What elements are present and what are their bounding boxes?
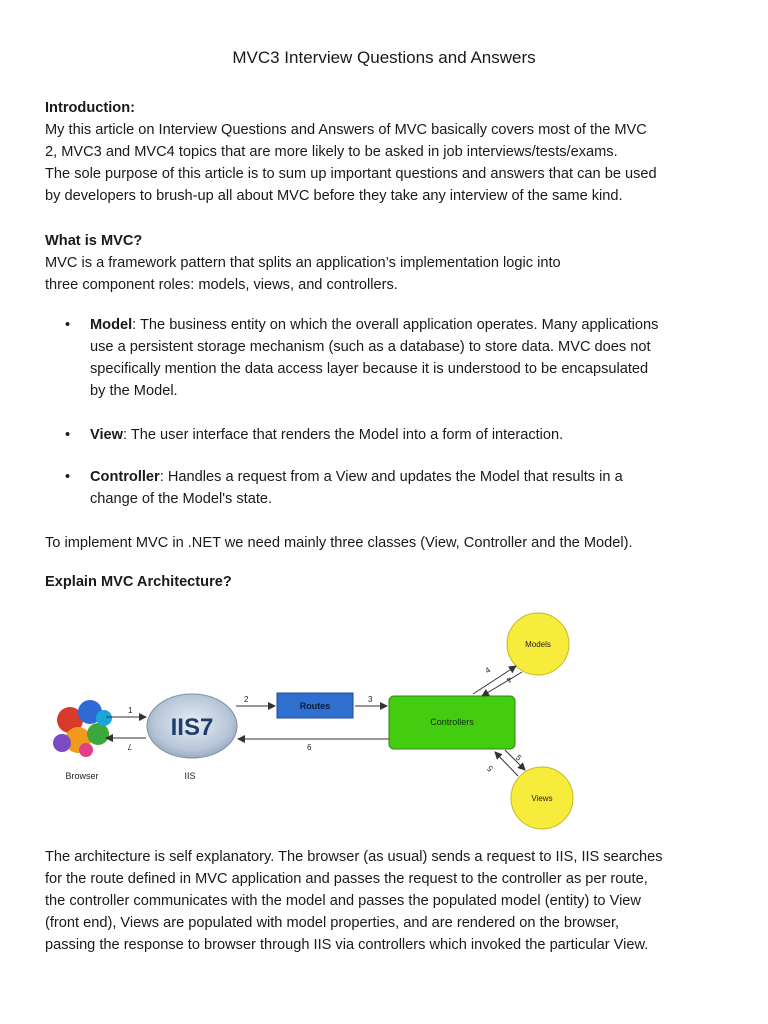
step-4-return: 4 [504, 674, 514, 685]
controllers-label: Controllers [430, 717, 474, 727]
step-5: 5 [485, 763, 495, 774]
bullet-text: : Handles a request from a View and updates the Model that results in a [159, 469, 623, 485]
conclusion-line: passing the response to browser through IIS via controllers which invoked the particular View. [45, 937, 649, 953]
routes-label: Routes [299, 701, 331, 711]
intro-line: by developers to brush-up all about MVC before they take any interview of the same kind. [45, 188, 623, 204]
what-is-line: three component roles: models, views, and controllers. [45, 277, 398, 293]
mvc-architecture-diagram [0, 600, 768, 840]
architecture-heading: Explain MVC Architecture? [45, 574, 232, 590]
intro-section [45, 97, 735, 207]
what-is-line: MVC is a framework pattern that splits an application’s implementation logic into [45, 255, 561, 271]
iis-logo [147, 694, 237, 758]
iis-label: IIS [184, 771, 196, 781]
step-5-return: 5 [513, 753, 524, 763]
page-title: MVC3 Interview Questions and Answers [232, 48, 536, 67]
what-is-heading: What is MVC? [45, 233, 143, 249]
intro-line: My this article on Interview Questions and Answers of MVC basically covers most of the MVC [45, 122, 647, 138]
conclusion-line: the controller communicates with the model and passes the populated model (entity) to View [45, 893, 641, 909]
step-2: 2 [244, 695, 249, 704]
what-is-section [45, 230, 735, 296]
bullet-text: specifically mention the data access layer because it is understood to be encapsulated [90, 361, 649, 377]
list-item-view [45, 424, 735, 446]
intro-heading: Introduction: [45, 100, 135, 116]
conclusion-line: for the route defined in MVC application and passes the request to the controller as per route, [45, 871, 648, 887]
step-7: 7 [127, 742, 132, 751]
bullet-term: View [90, 427, 123, 443]
bullet-text: change of the Model's state. [90, 491, 273, 507]
component-list [45, 314, 735, 510]
list-item-model [45, 314, 735, 402]
bullet-text: use a persistent storage mechanism (such as a database) to store data. MVC does not [90, 339, 651, 355]
intro-line: 2, MVC3 and MVC4 topics that are more likely to be asked in job interviews/tests/exams. [45, 144, 618, 160]
step-1: 1 [128, 706, 133, 715]
list-item-controller [45, 466, 735, 510]
bullet-term: Controller [90, 469, 160, 485]
browser-label: Browser [65, 771, 99, 781]
bullet-glyph: • [65, 469, 71, 485]
bullet-text: : The user interface that renders the Model into a form of interaction. [123, 427, 564, 443]
bullet-term: Model [90, 317, 133, 333]
step-3: 3 [368, 695, 373, 704]
bullet-glyph: • [65, 317, 71, 333]
conclusion-line: (front end), Views are populated with model properties, and are rendered on the browser, [45, 915, 620, 931]
bullet-text: : The business entity on which the overall application operates. Many applications [132, 317, 659, 333]
intro-line: The sole purpose of this article is to sum up important questions and answers that can be used [45, 166, 657, 182]
bullet-glyph: • [65, 427, 71, 443]
iis-logo-text: IIS7 [170, 714, 214, 741]
conclusion-line: The architecture is self explanatory. The browser (as usual) sends a request to IIS, IIS searches [45, 849, 663, 865]
conclusion-paragraph [45, 846, 735, 956]
models-label: Models [525, 640, 551, 649]
step-4: 4 [483, 665, 493, 676]
arrow-5-return [495, 752, 518, 776]
step-6: 6 [307, 743, 312, 752]
views-label: Views [531, 794, 553, 803]
implement-paragraph: To implement MVC in .NET we need mainly three classes (View, Controller and the Model). [45, 535, 633, 551]
bullet-text: by the Model. [90, 383, 178, 399]
browser-icon [53, 700, 112, 757]
